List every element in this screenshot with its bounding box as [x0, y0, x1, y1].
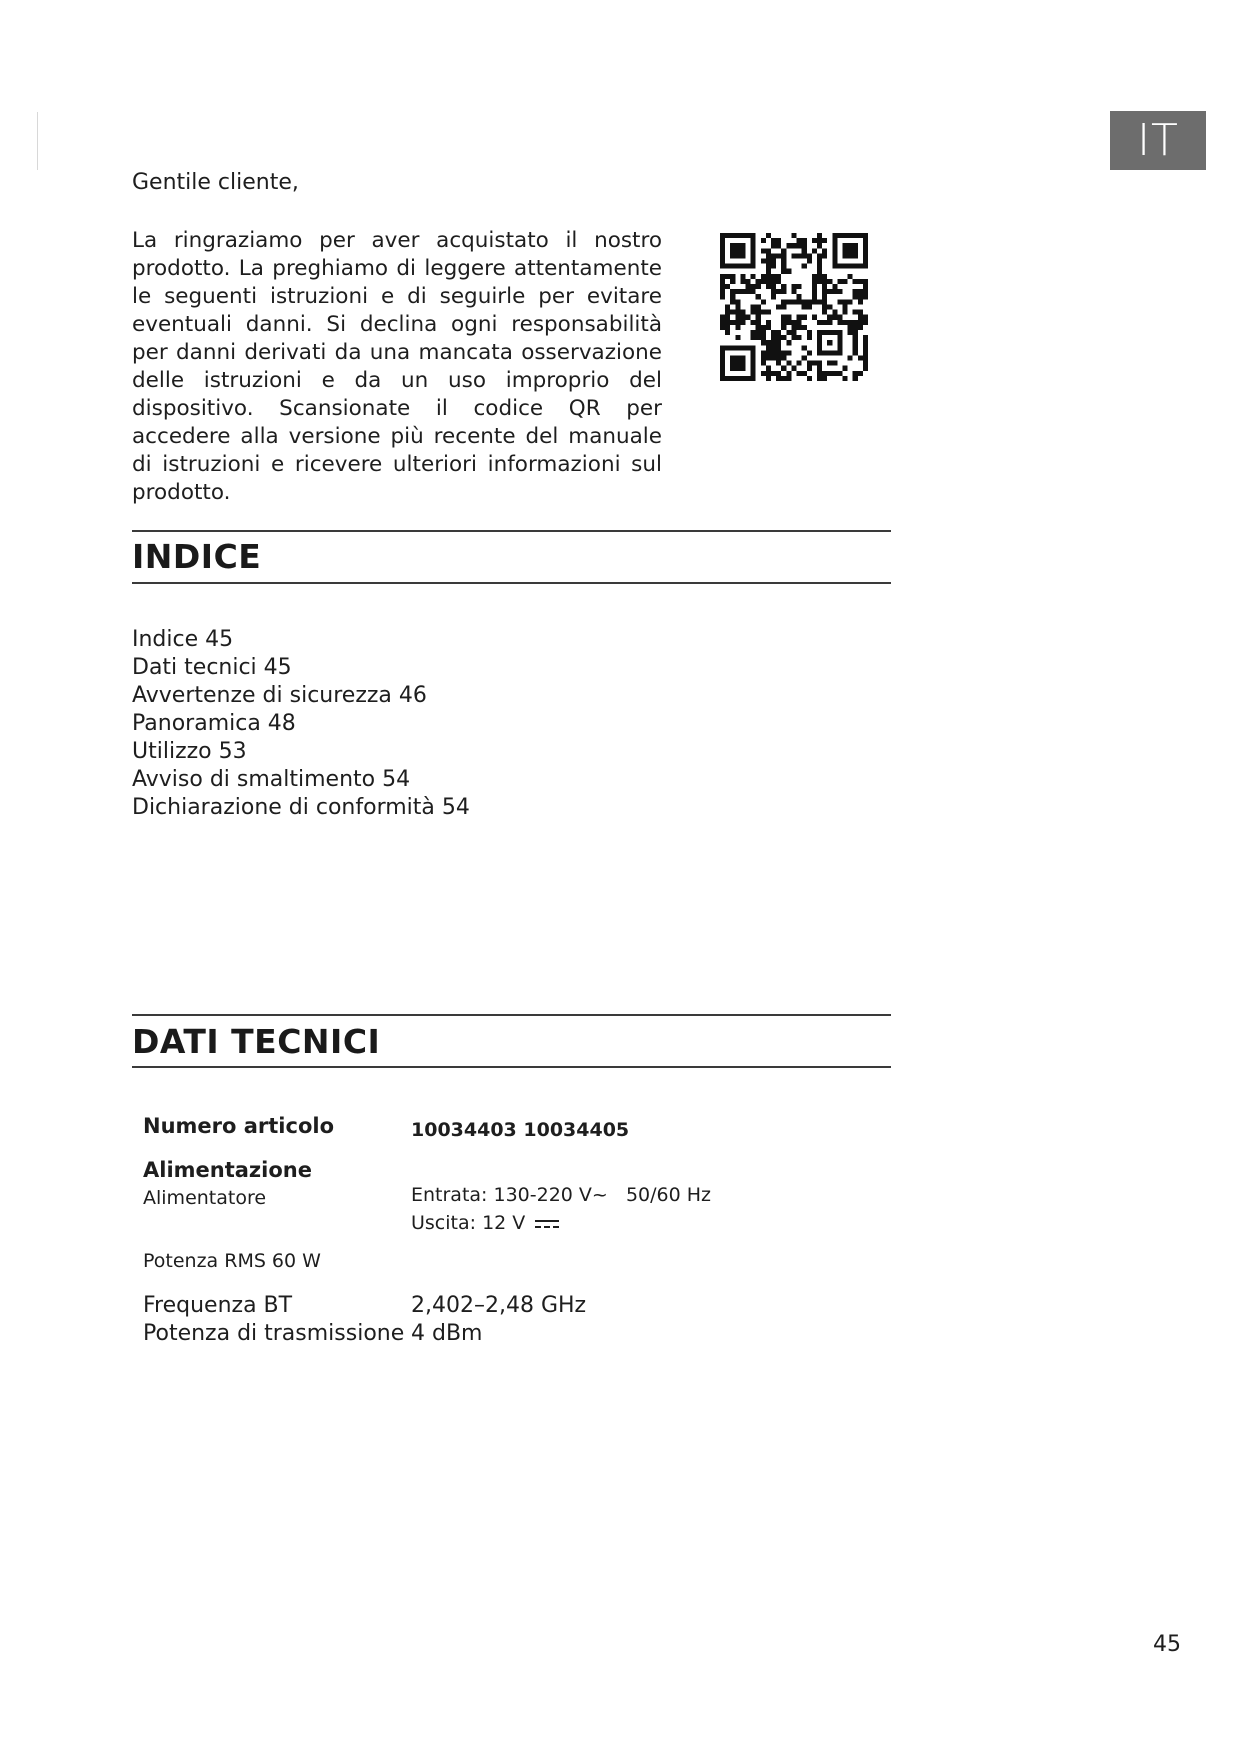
bt-frequency-value: 2,402–2,48 GHz: [411, 1293, 587, 1318]
toc-item: Avvertenze di sicurezza 46: [132, 683, 427, 708]
qr-code-icon: [720, 233, 868, 381]
tx-power-value: 4 dBm: [411, 1321, 483, 1346]
page-number: 45: [1153, 1632, 1181, 1657]
toc-item: Indice 45: [132, 627, 234, 652]
toc-item: Dichiarazione di conformità 54: [132, 795, 470, 820]
toc-item: Panoramica 48: [132, 711, 296, 736]
indice-heading: INDICE: [132, 537, 262, 576]
rms-power: Potenza RMS 60 W: [143, 1250, 321, 1272]
greeting: Gentile cliente,: [132, 170, 299, 195]
intro-paragraph: La ringraziamo per aver acquistato il nostro prodotto. La preghiamo di leggere attentamente le seguenti istruzioni e di seguirle per evitare eventuali danni. Si declina ogni responsabilità per danni derivati da una mancata osservazione delle istruzioni e da un uso improprio del dispositivo. Scansionate il codice QR per accedere alla versione più recente del manuale di istruzioni e ricevere ulteriori informazioni sul prodotto.: [132, 228, 662, 505]
power-label: Alimentazione: [143, 1158, 312, 1182]
input-value: Entrata: 130-220 V~ 50/60 Hz: [411, 1184, 712, 1206]
tx-power-label: Potenza di trasmissione: [143, 1321, 405, 1346]
toc-item: Avviso di smaltimento 54: [132, 767, 411, 792]
toc-item: Utilizzo 53: [132, 739, 247, 764]
edge-marker-line: [37, 112, 38, 170]
article-label: Numero articolo: [143, 1114, 335, 1138]
output-value: Uscita: 12 V: [411, 1212, 526, 1234]
toc-item: Dati tecnici 45: [132, 655, 292, 680]
language-badge: IT: [1110, 111, 1206, 170]
indice-top-rule: [132, 530, 891, 532]
bt-frequency-label: Frequenza BT: [143, 1293, 293, 1318]
dc-current-icon: [535, 1218, 559, 1230]
table-of-contents: [132, 626, 470, 822]
dati-top-rule: [132, 1014, 891, 1016]
adapter-label: Alimentatore: [143, 1187, 267, 1209]
indice-bottom-rule: [132, 582, 891, 584]
article-value: 10034403 10034405: [411, 1119, 630, 1141]
dati-heading: DATI TECNICI: [132, 1022, 381, 1061]
dati-bottom-rule: [132, 1066, 891, 1068]
output-value-row: [411, 1212, 559, 1234]
